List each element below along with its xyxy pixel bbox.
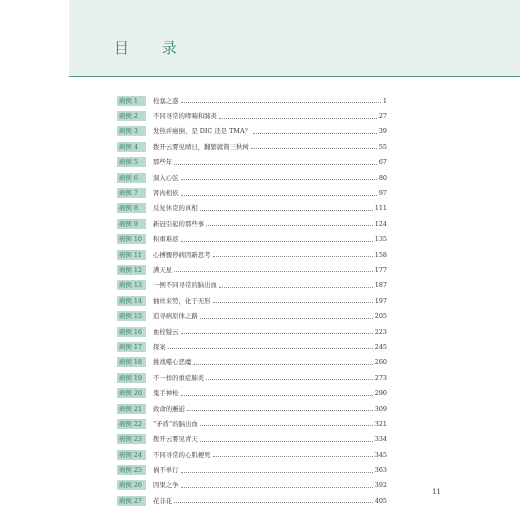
toc-entry[interactable] [117,247,387,262]
toc-entry[interactable] [117,155,387,170]
case-page-number: 205 [374,312,387,321]
dot-leader [187,410,373,411]
case-label: 病例 25 [117,465,146,475]
case-title: 发热并癌倒，是 DIC 还是 TMA？ [153,127,251,136]
case-title: 新冠引起的那些事 [153,219,205,228]
case-page-number: 321 [374,419,387,428]
case-label: 病例 26 [117,480,146,490]
toc-entry[interactable] [117,93,387,108]
case-page-number: 345 [374,450,387,459]
toc-entry[interactable] [117,201,387,216]
case-title: 心搏骤停病因新思考 [153,250,211,259]
case-page-number: 39 [378,127,387,136]
case-page-number: 187 [374,281,387,290]
dot-leader [181,395,373,396]
case-page-number: 80 [378,173,387,182]
dot-leader [181,241,373,242]
case-page-number: 158 [374,250,387,259]
dot-leader [181,333,373,334]
case-page-number: 392 [374,481,387,490]
header-band [69,0,520,77]
dot-leader [213,456,373,457]
case-page-number: 111 [374,204,387,213]
case-label: 病例 14 [117,296,146,306]
dot-leader [253,133,377,134]
page-title: 目 录 [114,39,191,57]
case-title: 挑战噬心恶魔 [153,358,192,367]
case-label: 病例 19 [117,373,146,383]
toc-entry[interactable] [117,432,387,447]
case-label: 病例 11 [117,250,146,260]
dot-leader [174,164,377,165]
case-label: 病例 6 [117,173,146,183]
toc-entry[interactable] [117,447,387,462]
case-label: 病例 10 [117,234,146,244]
case-title: 抽丝来势，化于无形 [153,296,211,305]
case-title: 致命的邂逅 [153,404,185,413]
case-page-number: 97 [378,189,387,198]
case-label: 病例 16 [117,327,146,337]
case-label: 病例 18 [117,357,146,367]
case-label: 病例 1 [117,96,146,106]
case-page-number: 55 [378,142,387,151]
case-title: 祸不单行 [153,466,179,475]
case-page-number: 363 [374,466,387,475]
case-label: 病例 27 [117,496,146,506]
case-title: 肾肉相依 [153,189,179,198]
case-label: 病例 23 [117,434,146,444]
toc-entry[interactable] [117,278,387,293]
case-label: 病例 3 [117,126,146,136]
toc-entry[interactable] [117,462,387,477]
toc-entry[interactable] [117,493,387,508]
table-of-contents [117,93,387,509]
case-label: 病例 5 [117,157,146,167]
case-label: 病例 17 [117,342,146,352]
dot-leader [168,348,373,349]
case-label: 病例 2 [117,111,146,121]
toc-entry[interactable] [117,370,387,385]
case-title: 那些年 [153,158,173,167]
case-title: 鬼手神枪 [153,389,179,398]
dot-leader [251,148,377,149]
case-page-number: 197 [374,296,387,305]
case-page-number: 405 [374,496,387,505]
toc-entry[interactable] [117,185,387,200]
case-title: 积重难返 [153,235,179,244]
case-label: 病例 20 [117,388,146,398]
page-number: 11 [432,488,441,496]
dot-leader [219,287,373,288]
dot-leader [181,472,373,473]
toc-entry[interactable] [117,416,387,431]
dot-leader [206,225,373,226]
case-title: 满天星 [153,265,173,274]
dot-leader [193,364,372,365]
case-title: 一例不同寻常的脑出血 [153,281,217,290]
case-page-number: 135 [374,235,387,244]
case-title: 追寻病原体之路 [153,312,198,321]
case-title: 不同寻常的哮喘和肺炎 [153,112,217,121]
dot-leader [200,441,373,442]
case-page-number: 177 [374,265,387,274]
case-label: 病例 12 [117,265,146,275]
case-title: 因果之争 [153,481,179,490]
case-label: 病例 22 [117,419,146,429]
case-page-number: 273 [374,373,387,382]
case-page-number: 290 [374,389,387,398]
toc-entry[interactable] [117,385,387,400]
toc-entry[interactable] [117,308,387,323]
dot-leader [206,379,373,380]
toc-entry[interactable] [117,232,387,247]
case-page-number: 260 [374,358,387,367]
dot-leader [181,195,377,196]
case-label: 病例 8 [117,203,146,213]
case-label: 病例 24 [117,450,146,460]
dot-leader [219,118,377,119]
case-title: 拨开云雾见青天 [153,435,198,444]
case-label: 病例 21 [117,404,146,414]
case-label: 病例 7 [117,188,146,198]
dot-leader [174,271,373,272]
dot-leader [181,487,373,488]
case-title: 血栓疑云 [153,327,179,336]
toc-entry[interactable] [117,293,387,308]
case-label: 病例 15 [117,311,146,321]
case-page-number: 27 [378,112,387,121]
case-page-number: 124 [374,219,387,228]
case-title: 拨开云雾见晴日，翻繁就简三秋树 [153,142,249,151]
toc-entry[interactable] [117,124,387,139]
toc-entry[interactable] [117,401,387,416]
case-page-number: 309 [374,404,387,413]
dot-leader [213,256,373,257]
toc-entry[interactable] [117,339,387,354]
case-label: 病例 4 [117,142,146,152]
dot-leader [200,318,373,319]
dot-leader [200,210,373,211]
toc-entry[interactable] [117,139,387,154]
case-title: 洞入心弦 [153,173,179,182]
toc-entry[interactable] [117,478,387,493]
toc-entry[interactable] [117,355,387,370]
case-label: 病例 9 [117,219,146,229]
dot-leader [213,302,373,303]
dot-leader [181,179,377,180]
case-page-number: 1 [382,96,387,105]
case-title: 不同寻常的心肌梗死 [153,450,211,459]
case-title: 花非花 [153,496,173,505]
toc-entry[interactable] [117,324,387,339]
toc-entry[interactable] [117,170,387,185]
case-title: “矛盾”的脑出血 [153,419,198,428]
case-page-number: 334 [374,435,387,444]
dot-leader [174,502,373,503]
toc-entry[interactable] [117,216,387,231]
case-title: 反复休克的真相 [153,204,198,213]
case-title: 栓塞之惑 [153,96,179,105]
toc-entry[interactable] [117,108,387,123]
dot-leader [200,425,373,426]
dot-leader [181,102,381,103]
case-page-number: 67 [378,158,387,167]
toc-entry[interactable] [117,262,387,277]
case-page-number: 245 [374,342,387,351]
case-title: 不一样的重症肺炎 [153,373,205,382]
case-page-number: 223 [374,327,387,336]
case-title: 探案 [153,342,166,351]
case-label: 病例 13 [117,280,146,290]
